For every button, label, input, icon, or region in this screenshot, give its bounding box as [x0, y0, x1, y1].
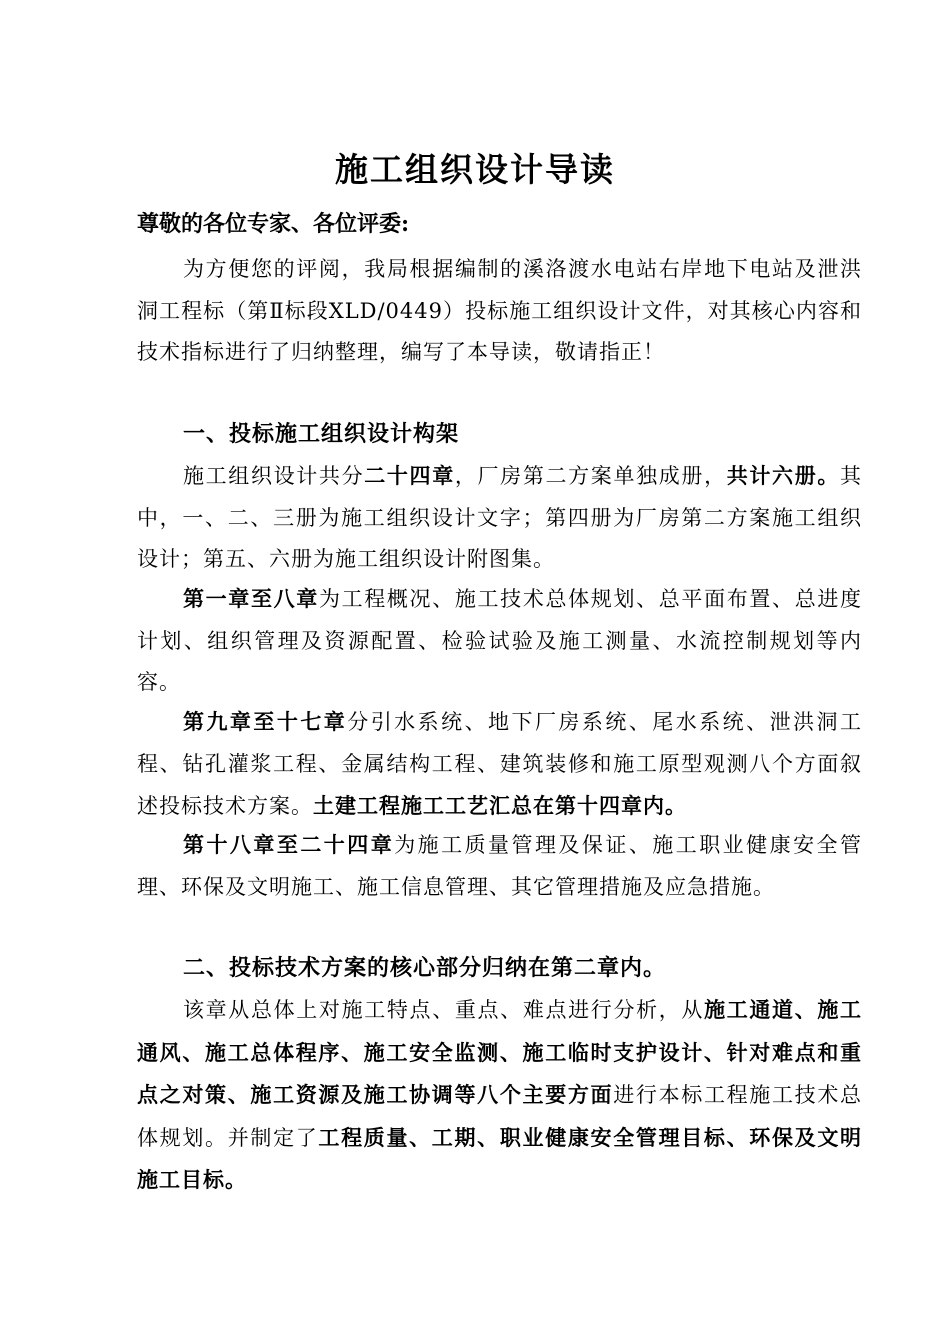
- chapters-9-17-paragraph: [137, 701, 862, 828]
- section-heading-core: 二、投标技术方案的核心部分归纳在第二章内。: [183, 955, 667, 981]
- bold-run: 施工通道、施工通风、施工总体程序、施工安全监测、施工临时支护设计、针对难点和重点之对策、施工资源及施工协调等八个主要方面: [137, 997, 863, 1107]
- chapters-1-8-paragraph: [137, 578, 862, 704]
- text-run: 该章从总体上对施工特点、重点、难点进行分析，从: [183, 998, 705, 1022]
- text-run: 进行本标工程施工技术总体规划。并制定了: [137, 1083, 863, 1150]
- text-run: 其中，一、二、三册为施工组织设计文字；第四册为厂房第二方案施工组织设计；第五、六册为施工组织设计附图集。: [137, 464, 863, 571]
- text-run: 为施工质量管理及保证、施工职业健康安全管理、环保及文明施工、施工信息管理、其它管理措施及应急措施。: [137, 833, 863, 899]
- bold-run: 第一章至八章: [183, 586, 319, 611]
- intro-paragraph: 为方便您的评阅，我局根据编制的溪洛渡水电站右岸地下电站及泄洪洞工程标（第Ⅱ标段XLD/0449）投标施工组织设计文件，对其核心内容和技术指标进行了归纳整理，编写了本导读，敬请指正！: [137, 257, 862, 364]
- document-title: 施工组织设计导读: [335, 150, 615, 189]
- bold-run: 二十四章: [364, 463, 455, 488]
- bold-run: 工程质量、工期、职业健康安全管理目标、环保及文明施工目标。: [137, 1124, 863, 1192]
- bold-run: 第九章至十七章: [183, 709, 348, 734]
- bold-run: 共计六册。: [726, 463, 841, 488]
- core-paragraph: [137, 989, 862, 1202]
- chapters-18-24-paragraph: [137, 824, 862, 908]
- bold-run: 土建工程施工工艺汇总在第十四章内。: [313, 793, 687, 818]
- text-run: ，厂房第二方案单独成册，: [454, 464, 727, 488]
- salutation: 尊敬的各位专家、各位评委:: [137, 211, 410, 237]
- section-heading-structure: 一、投标施工组织设计构架: [183, 421, 460, 447]
- structure-paragraph: [137, 455, 862, 581]
- bold-run: 第十八章至二十四章: [183, 832, 395, 857]
- text-run: 分引水系统、地下厂房系统、尾水系统、泄洪洞工程、钻孔灌浆工程、金属结构工程、建筑装修和施工原型观测八个方面叙述投标技术方案。: [137, 710, 862, 818]
- text-run: 施工组织设计共分: [183, 464, 365, 488]
- text-run: 为工程概况、施工技术总体规划、总平面布置、总进度计划、组织管理及资源配置、检验试验及施工测量、水流控制规划等内容。: [137, 587, 863, 694]
